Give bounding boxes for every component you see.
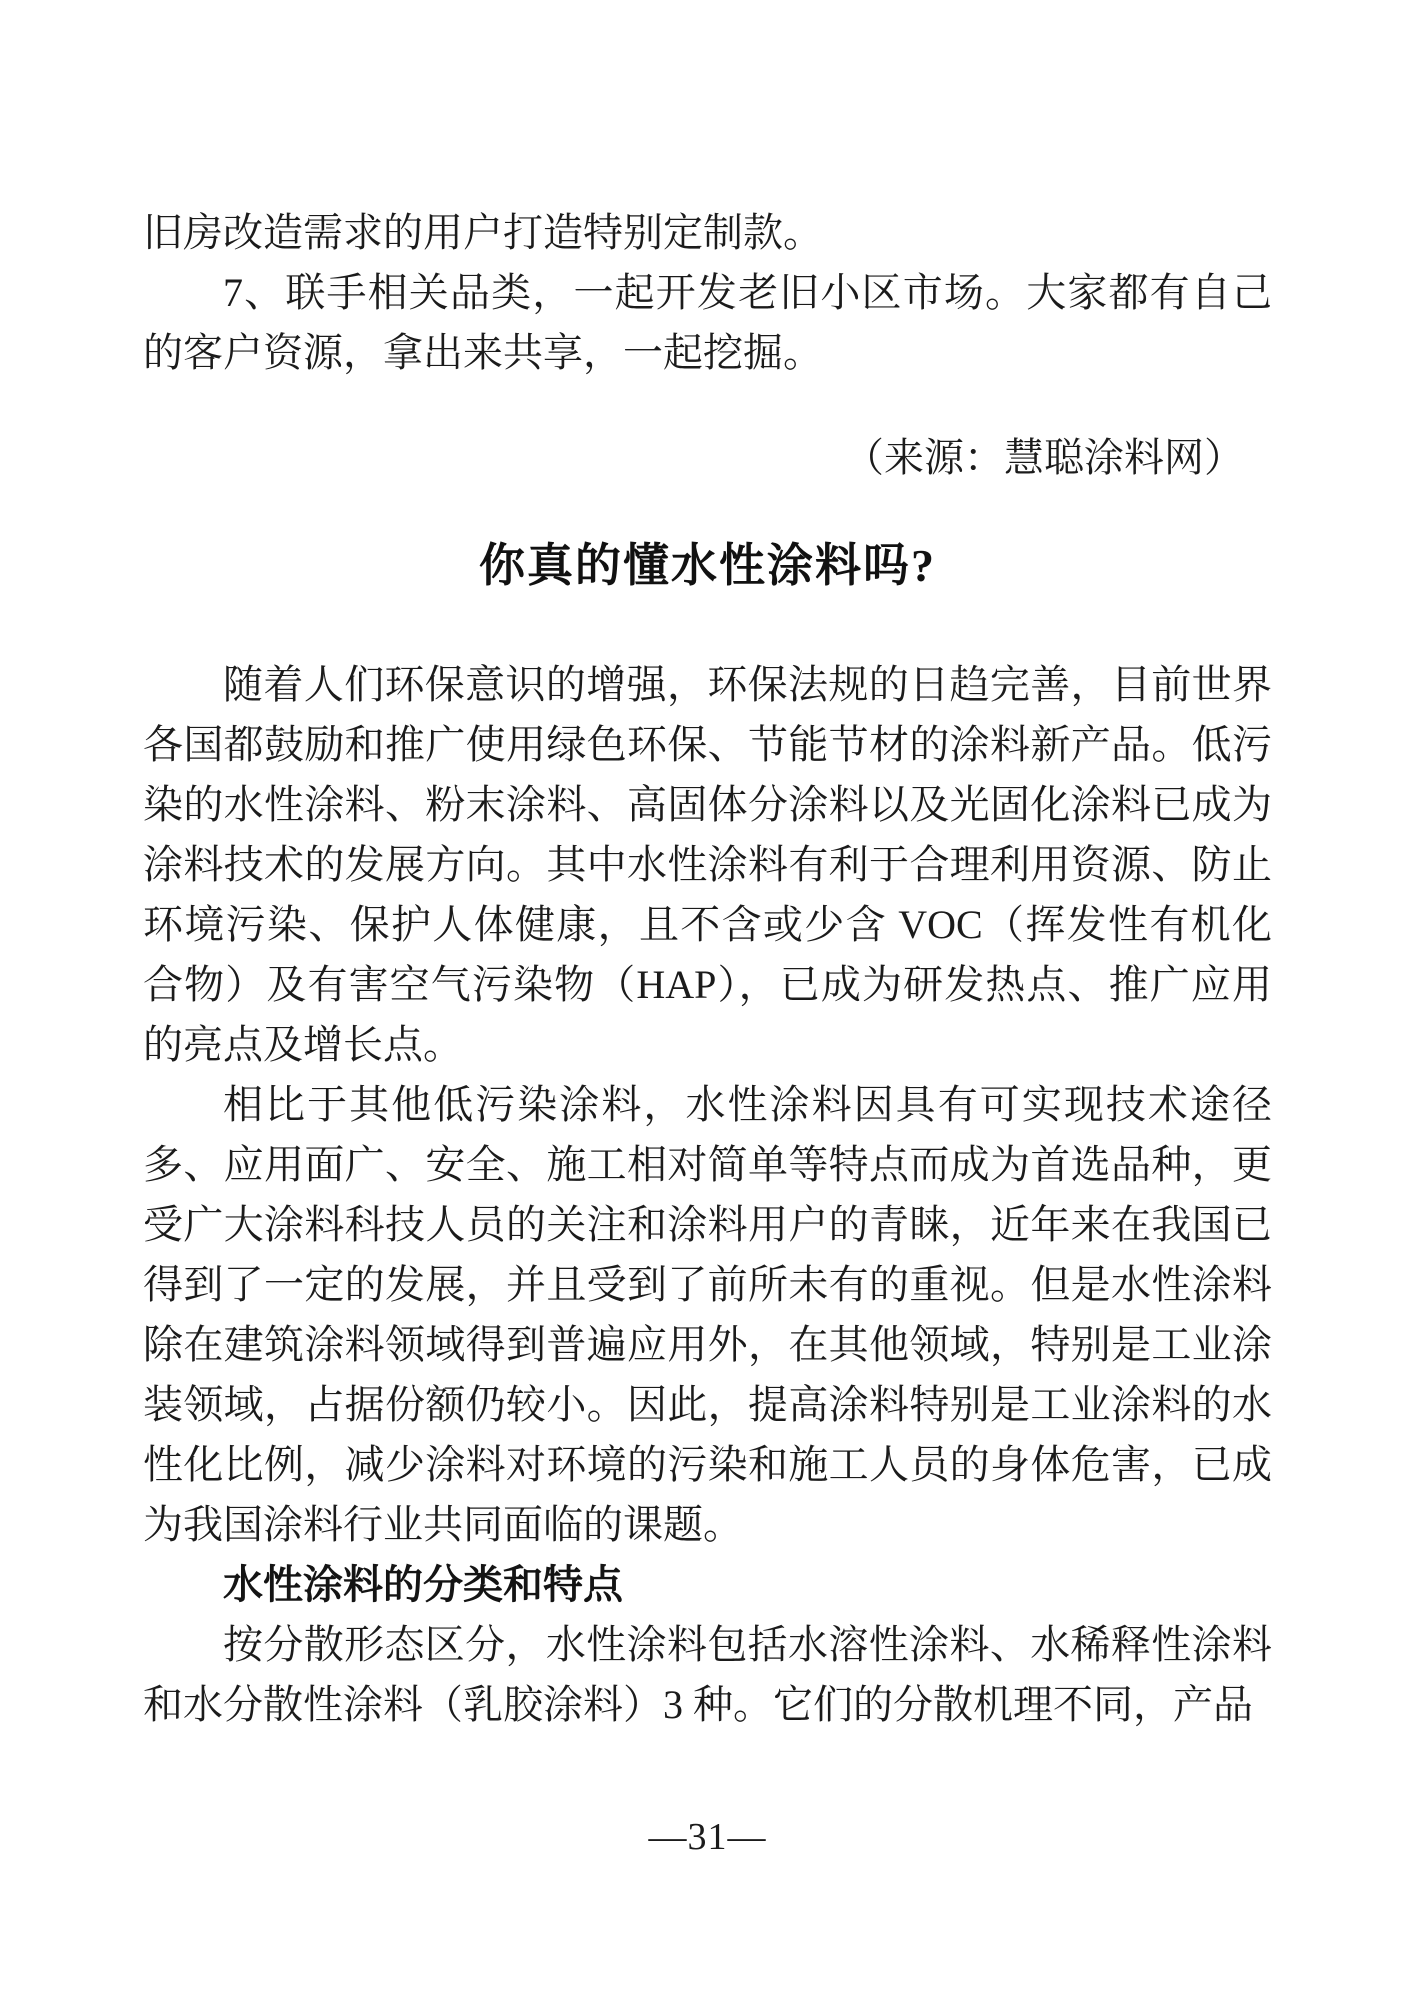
article-paragraph-1: 随着人们环保意识的增强，环保法规的日趋完善，目前世界各国都鼓励和推广使用绿色环保、节能节材的涂料新产品。低污染的水性涂料、粉末涂料、高固体分涂料以及光固化涂料已成为涂料技术的发展方向。其中水性涂料有利于合理利用资源、防止环境污染、保护人体健康，且不含或少含 VOC（挥发性有机化合物）及有害空气污染物（HAP），已成为研发热点、推广应用的亮点及增长点。 xyxy=(143,662,1272,1067)
article-paragraph-2: 相比于其他低污染涂料，水性涂料因具有可实现技术途径多、应用面广、安全、施工相对简单等特点而成为首选品种，更受广大涂料科技人员的关注和涂料用户的青睐，近年来在我国已得到了一定的发展，并且受到了前所未有的重视。但是水性涂料除在建筑涂料领域得到普遍应用外，在其他领域，特别是工业涂装领域，占据份额仍较小。因此，提高涂料特别是工业涂料的水性化比例，减少涂料对环境的污染和施工人员的身体危害，已成为我国涂料行业共同面临的课题。 xyxy=(143,1082,1272,1547)
paragraph-item-7: 7、联手相关品类，一起开发老旧小区市场。大家都有自己的客户资源，拿出来共享，一起挖掘。 xyxy=(143,270,1272,375)
page-number: —31— xyxy=(648,1816,767,1858)
article-title: 你真的懂水性涂料吗? xyxy=(479,540,936,591)
attribution-line: （来源：慧聪涂料网） xyxy=(844,435,1244,480)
paragraph-continuation: 旧房改造需求的用户打造特别定制款。 xyxy=(143,210,823,255)
article-paragraph-3: 按分散形态区分，水性涂料包括水溶性涂料、水稀释性涂料和水分散性涂料（乳胶涂料）3 种。它们的分散机理不同，产品 xyxy=(143,1622,1272,1727)
section-heading: 水性涂料的分类和特点 xyxy=(223,1562,623,1607)
